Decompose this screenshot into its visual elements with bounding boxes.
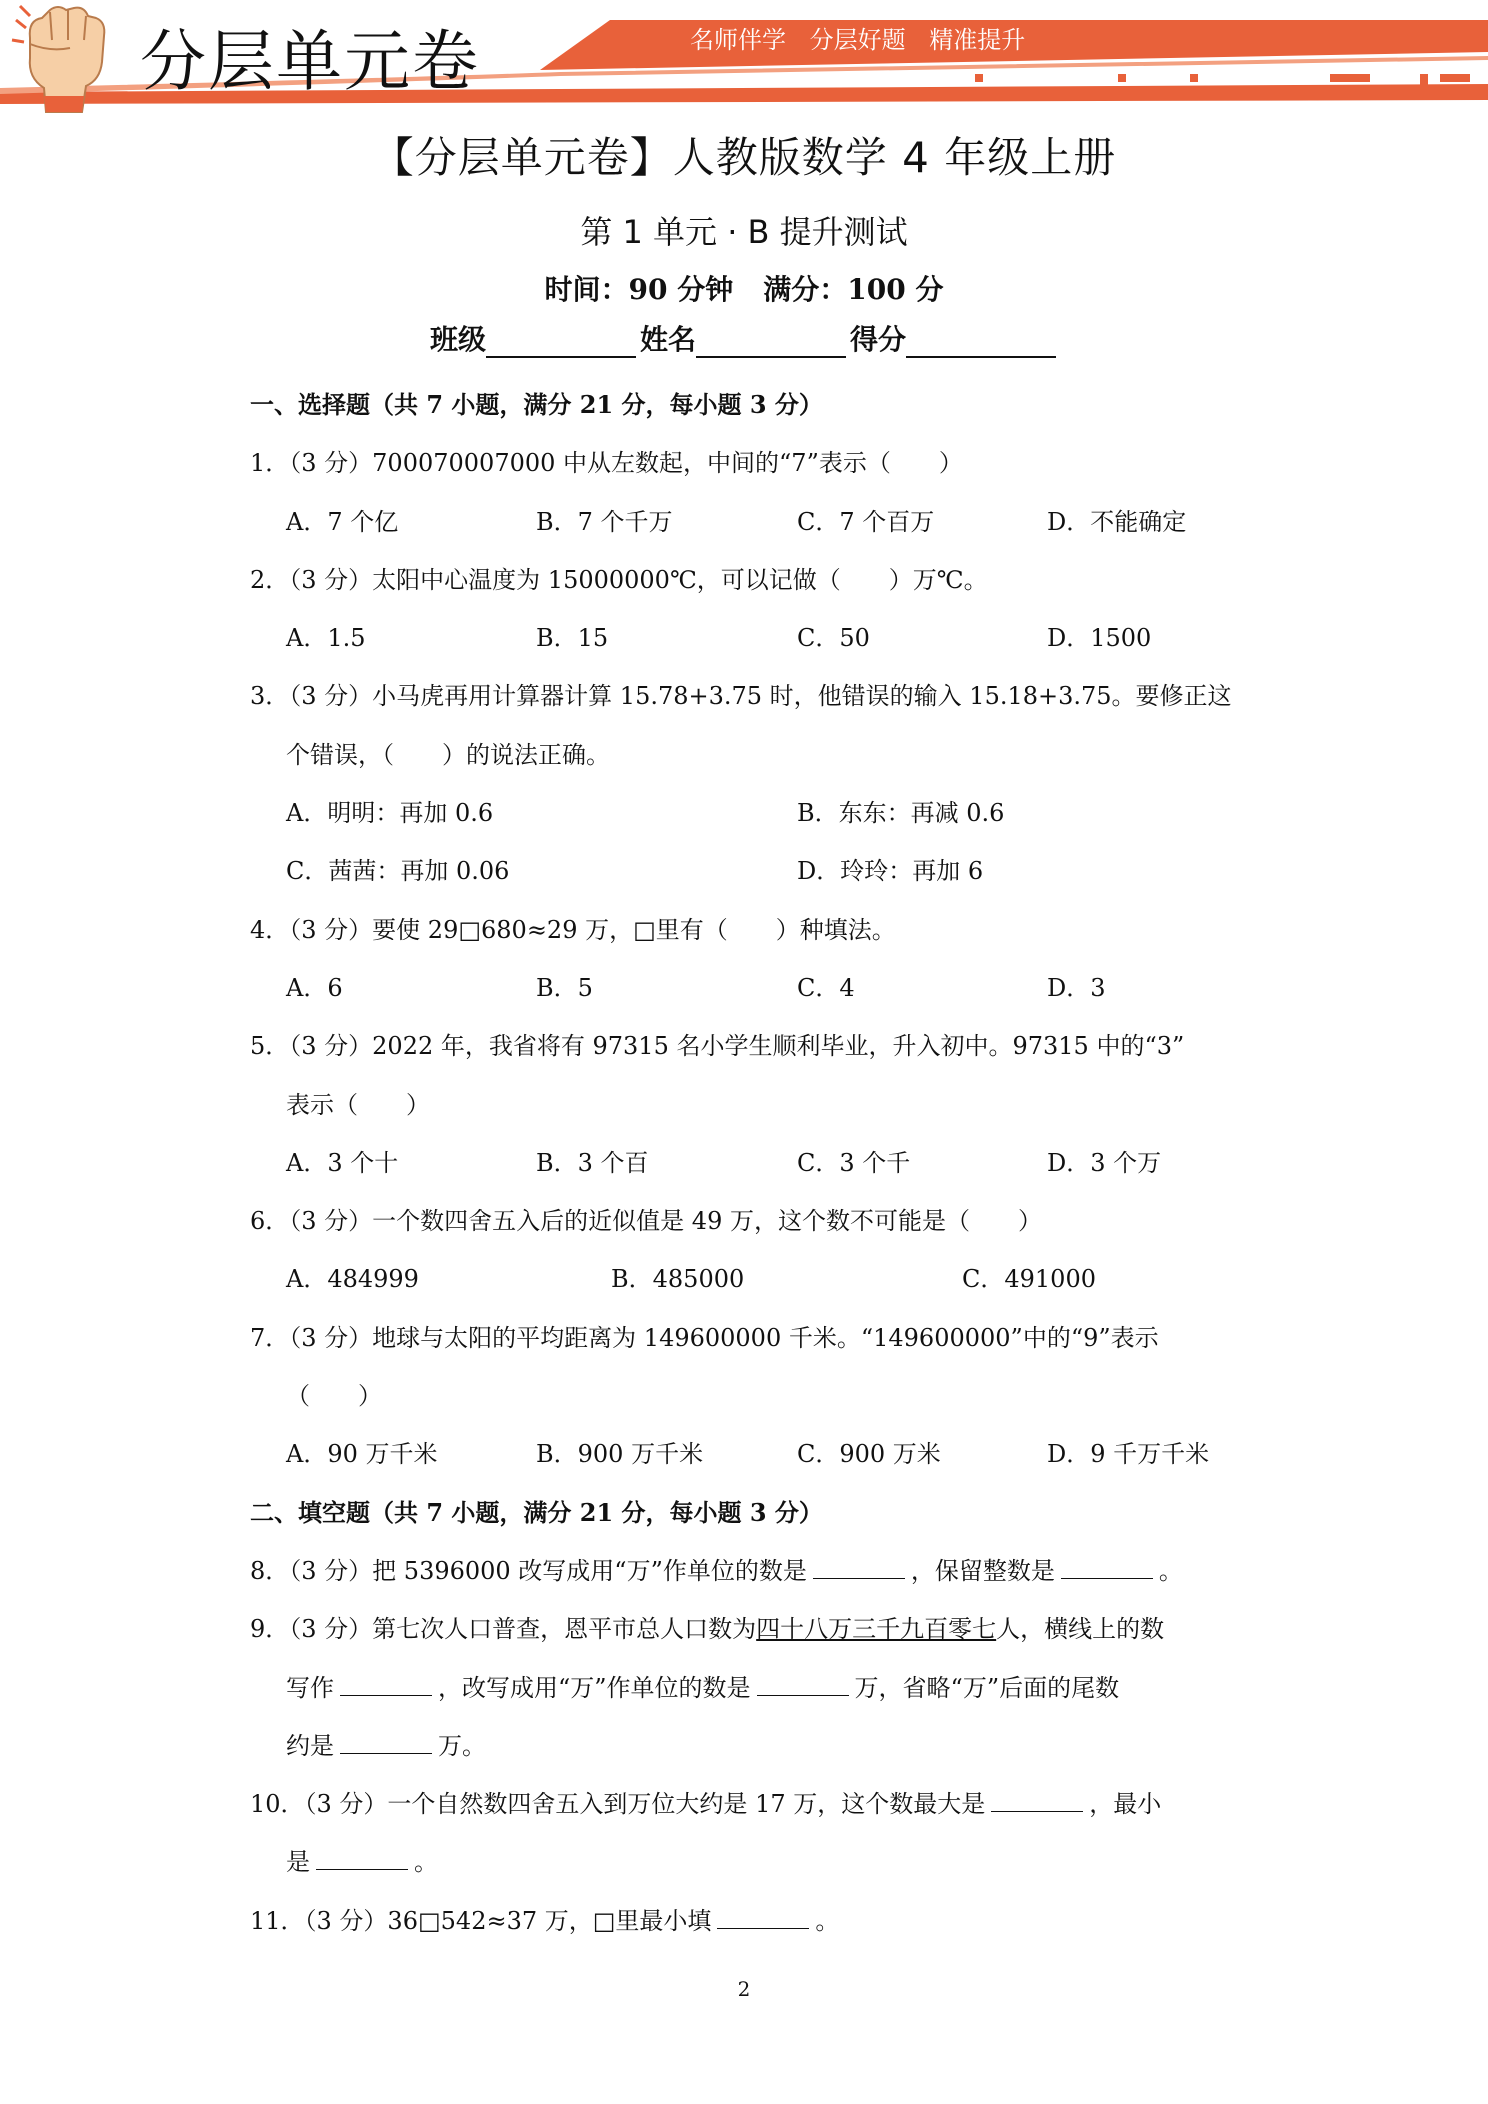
q10-text-a: 10．（3 分）一个自然数四舍五入到万位大约是 17 万，这个数最大是 [250,1790,986,1819]
q11-text-a: 11．（3 分）36□542≈37 万，□里最小填 [250,1906,712,1935]
q2-option-b[interactable]: B．15 [536,624,609,653]
q3-option-c[interactable]: C．茜茜：再加 0.06 [286,857,510,886]
question-2-stem: 2．（3 分）太阳中心温度为 15000000℃，可以记做（ ）万℃。 [250,565,988,594]
q2-option-a[interactable]: A．1.5 [286,624,366,653]
q3-option-a[interactable]: A．明明：再加 0.6 [286,799,494,828]
q6-option-a[interactable]: A．484999 [286,1265,419,1294]
q10-text-d: 。 [414,1848,438,1877]
q9-text-b: 人，横线上的数 [996,1615,1165,1644]
fist-icon [10,0,120,115]
q9-text-g: 万。 [438,1731,486,1760]
q1-option-d[interactable]: D．不能确定 [1047,507,1187,536]
question-3-options-row1 [250,784,1250,842]
q9-text-c: 写作 [286,1673,334,1702]
name-label: 姓名 [640,323,697,356]
question-6-options [250,1250,1250,1308]
brand-title: 分层单元卷 [140,23,480,100]
exam-score: 满分：100 分 [763,273,944,306]
q1-option-c[interactable]: C．7 个百万 [797,507,935,536]
question-9-line2 [250,1659,1250,1717]
question-4-stem: 4．（3 分）要使 29□680≈29 万，□里有（ ）种填法。 [250,915,896,944]
q7-option-b[interactable]: B．900 万千米 [536,1440,704,1469]
question-7-options [250,1425,1250,1483]
q10-blank-1[interactable] [991,1785,1083,1812]
q9-underlined-number: 四十八万三千九百零七 [756,1615,997,1644]
q8-blank-2[interactable] [1061,1552,1153,1579]
q9-blank-2[interactable] [757,1669,849,1696]
q8-blank-1[interactable] [813,1552,905,1579]
question-10-line2 [250,1833,1250,1891]
q11-text-b: 。 [815,1906,840,1935]
q9-text-a: 9．（3 分）第七次人口普查，恩平市总人口数为 [250,1615,757,1644]
exam-info [0,268,1488,308]
question-5-stem-line1: 5．（3 分）2022 年，我省将有 97315 名小学生顺利毕业，升入初中。97315 中的“3” [250,1032,1185,1061]
q5-option-b[interactable]: B．3 个百 [536,1148,649,1177]
q9-text-f: 约是 [286,1731,334,1760]
question-3-stem-line2: 个错误，（ ）的说法正确。 [286,740,610,769]
q8-text-c: 。 [1158,1556,1183,1585]
question-1-options [250,493,1250,551]
section-heading-choice: 一、选择题（共 7 小题，满分 21 分，每小题 3 分） [250,390,823,419]
question-5-stem-line2: 表示（ ） [286,1090,430,1119]
q1-option-b[interactable]: B．7 个千万 [536,507,673,536]
question-3-stem-line1: 3．（3 分）小马虎再用计算器计算 15.78+3.75 时，他错误的输入 15.18+3.75。要修正这 [250,682,1232,711]
q4-option-a[interactable]: A．6 [286,973,343,1002]
score-blank[interactable] [906,326,1056,358]
question-4-options [250,959,1250,1017]
q9-text-e: 万，省略“万”后面的尾数 [854,1673,1120,1702]
q9-blank-1[interactable] [340,1669,432,1696]
question-5-options [250,1134,1250,1192]
q4-option-c[interactable]: C．4 [797,973,855,1002]
section-heading-fill: 二、填空题（共 7 小题，满分 21 分，每小题 3 分） [250,1497,823,1527]
q9-blank-3[interactable] [340,1727,432,1754]
q10-blank-2[interactable] [316,1843,408,1870]
header-banner [0,0,1488,115]
question-content [250,376,1250,1950]
question-9-line1 [250,1600,1250,1658]
question-3-options-row2 [250,842,1250,900]
page-title: 【分层单元卷】人教版数学 4 年级上册 [371,133,1117,182]
q5-option-c[interactable]: C．3 个千 [797,1148,911,1177]
q2-option-c[interactable]: C．50 [797,624,870,653]
q1-option-a[interactable]: A．7 个亿 [286,507,399,536]
q4-option-b[interactable]: B．5 [536,973,593,1002]
class-label: 班级 [430,323,487,356]
q8-text-b: ，保留整数是 [910,1556,1055,1585]
question-7-stem-line1: 7．（3 分）地球与太阳的平均距离为 149600000 千米。“149600000”中的“9”表示 [250,1323,1159,1352]
q4-option-d[interactable]: D．3 [1047,973,1106,1002]
q5-option-d[interactable]: D．3 个万 [1047,1148,1162,1177]
student-info-line [430,318,1060,358]
q8-text-a: 8．（3 分）把 5396000 改写成用“万”作单位的数是 [250,1556,807,1585]
q5-option-a[interactable]: A．3 个十 [286,1148,399,1177]
page-number: 2 [737,1977,751,2001]
question-11 [250,1892,1250,1950]
q7-option-c[interactable]: C．900 万米 [797,1440,941,1469]
q6-option-b[interactable]: B．485000 [611,1265,745,1294]
class-blank[interactable] [486,326,636,358]
slogan: 名师伴学 分层好题 精准提升 [690,26,1026,54]
q9-text-d: ，改写成用“万”作单位的数是 [438,1673,751,1702]
q3-option-d[interactable]: D．玲玲：再加 6 [797,857,984,886]
question-10-line1 [250,1775,1250,1833]
exam-time: 时间：90 分钟 [544,273,734,306]
question-8 [250,1542,1250,1600]
q7-option-d[interactable]: D．9 千万千米 [1047,1440,1210,1469]
q10-text-b: ，最小 [1089,1790,1162,1819]
q2-option-d[interactable]: D．1500 [1047,624,1152,653]
q6-option-c[interactable]: C．491000 [962,1265,1096,1294]
question-2-options [250,609,1250,667]
q7-option-a[interactable]: A．90 万千米 [286,1440,438,1469]
question-7-stem-line2: （ ） [286,1382,382,1411]
page-subtitle: 第 1 单元 · B 提升测试 [580,213,908,251]
question-1-stem: 1．（3 分）700070007000 中从左数起，中间的“7”表示（ ） [250,449,963,478]
name-blank[interactable] [696,326,846,358]
q11-blank-1[interactable] [717,1902,809,1929]
question-9-line3 [250,1717,1250,1775]
score-label: 得分 [850,323,907,356]
q10-text-c: 是 [286,1848,310,1877]
question-6-stem: 6．（3 分）一个数四舍五入后的近似值是 49 万，这个数不可能是（ ） [250,1207,1042,1236]
q3-option-b[interactable]: B．东东：再减 0.6 [797,799,1005,828]
